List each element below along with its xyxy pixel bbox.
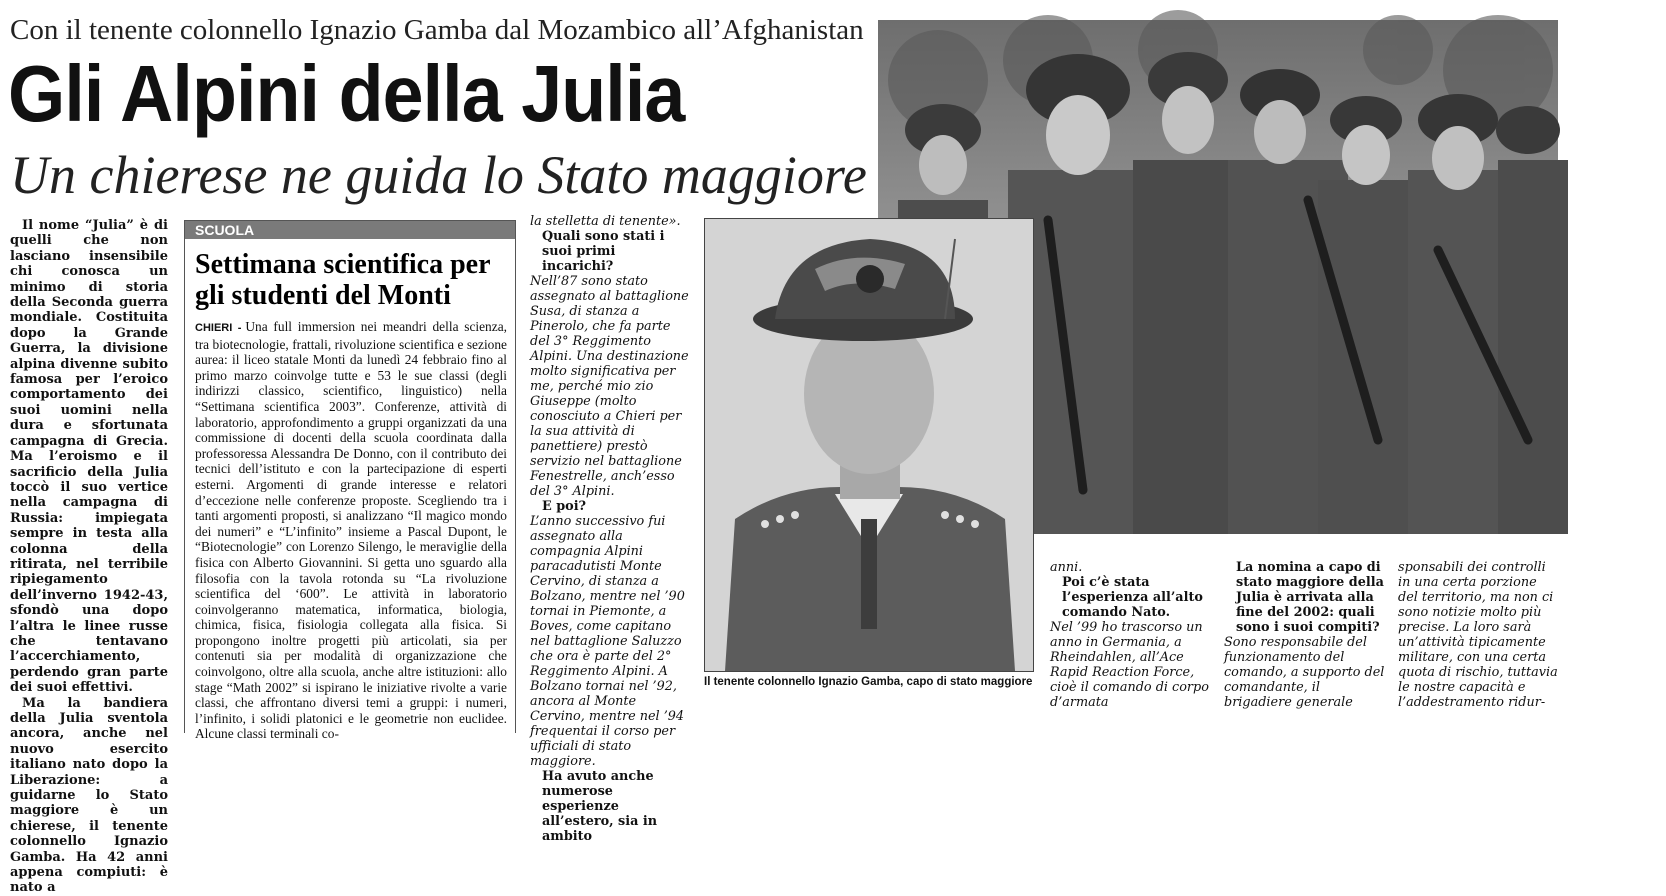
paragraph: Il nome “Julia” è di quelli che non lasciano insensibile chi conosca un minimo di storia della Seconda guerra mondiale. Costituita dopo la Grande Guerra, la divisione alpina divenne subito famosa per l’eroico comportamento dei suoi uomini nella dura e sfortunata campagna di Grecia. Ma l’eroismo e il sacrificio della Julia toccò il suo vertice nella campagna di Russia: impiegata sempre in testa alla colonna della ritirata, nel terribile ripiegamento dell’inverno 1942-43, sfondò una dopo l’altra le linee russe che tentavano l’accerchiamento, perdendo gran parte dei suoi effettivi. xyxy=(10,218,168,696)
answer: Nell’87 sono stato assegnato al battaglione Susa, di stanza a Pinerolo, che fa parte del 3° Reggimento Alpini. Una destinazione molto significativa per me, perché mio zio Giuseppe (molto conosciuto a Chieri per la sua attività di panettiere) prestò servizio nel battaglione Fenestrelle, anch’esso del 3° Alpini. xyxy=(530,274,689,499)
question: E poi? xyxy=(542,499,587,514)
answer: Nel ’99 ho trascorso un anno in Germania, a Rheindahlen, all’Ace Rapid Reaction Force, cioè il comando di corpo d’armata xyxy=(1050,620,1209,710)
article-column-1 xyxy=(10,218,168,896)
interview-column-6 xyxy=(1398,560,1558,732)
answer: anni. xyxy=(1050,560,1083,575)
portrait-graphic xyxy=(705,219,1033,671)
headline: Gli Alpini della Julia xyxy=(8,49,685,138)
interview-column-3 xyxy=(530,214,690,844)
kicker: Con il tenente colonnello Ignazio Gamba dal Mozambico all’Afghanistan xyxy=(10,14,864,46)
answer: Sono responsabile del funzionamento del comando, a supporto del comandante, il brigadiere generale xyxy=(1224,635,1385,710)
sidebar-title: Settimana scientifica per gli studenti del Monti xyxy=(195,249,490,311)
answer: sponsabili dei controlli in una certa porzione del territorio, ma non ci sono notizie molto più precise. La loro sarà un’attività tipicamente militare, con una certa quota di rischio, tuttavia le nostre capacità e l’addestramento ridur- xyxy=(1398,560,1558,710)
interview-column-4 xyxy=(1050,560,1215,732)
interview-column-5 xyxy=(1224,560,1389,732)
question: Poi c’è stata l’esperienza all’alto comando Nato. xyxy=(1062,575,1203,620)
sidebar-box xyxy=(184,220,516,742)
question: La nomina a capo di stato maggiore della Julia è arrivata alla fine del 2002: quali sono i suoi compiti? xyxy=(1236,560,1384,635)
question: Quali sono stati i suoi primi incarichi? xyxy=(542,229,665,274)
section-tag: SCUOLA xyxy=(185,221,515,239)
question: Ha avuto anche numerose esperienze all’estero, sia in ambito xyxy=(542,769,658,844)
paragraph: Ma la bandiera della Julia sventola ancora, anche nel nuovo esercito italiano nato dopo la Liberazione: a guidarne lo Stato maggiore è un chierese, il tenente colonnello Ignazio Gamba. Ha 42 anni appena compiuti: è nato a xyxy=(10,695,168,896)
subheadline: Un chierese ne guida lo Stato maggiore xyxy=(10,145,867,205)
sidebar-text: Una full immersion nei meandri della scienza, tra biotecnologie, frattali, rivoluzione scientifica e sezione aurea: il liceo statale Monti da lunedì 24 febbraio fino al primo marzo coinvolge tutte e 53 le sue classi (degli indirizzi classico, scientifico, linguistico) nella “Settimana scientifica 2003”. Conferenze, attività di laboratorio, approfondimento a gruppi organizzati da una commissione di docenti della scuola coordinata dalla professoressa Alessandra De Donno, con il contributo dei tecnici dell’istituto e con la partecipazione di esperti esterni. Argomenti di grande interesse e relatori d’eccezione nelle conferenze proposte. Scegliendo tra i tanti argomenti proposti, si analizzano “Il magico mondo dei numeri” e “L’infinito” insieme a Pascal Dupont, le “Biotecnologie” con Lorenzo Silengo, le meraviglie della fisica con Alberto Giovannini. Si getta uno sguardo alla filosofia con la tavola rotonda su “La rivoluzione scientifica del ‘600”. Le attività in laboratorio coinvolgeranno matematica, informatica, biologia, chimica, fisica, fisiologia collegata alla fisica. Si propongono inoltre progetti più articolati, sia per contenuti sia per modalità di organizzazione che coinvolgono, oltre alla scuola, anche altre istituzioni: allo stage “Math 2002” si ispirano le iniziative rivolte a varie classi, che affrontano diversi temi a gruppi: i numeri, l’infinito, i solidi platonici e le geometrie non euclidee. Alcune classi terminali co- xyxy=(195,319,507,742)
answer: la stelletta di tenente». xyxy=(530,214,681,229)
answer: L’anno successivo fui assegnato alla compagnia Alpini paracadutisti Monte Cervino, di stanza a Bolzano, mentre nel ’90 tornai in Piemonte, a Boves, come capitano nel battaglione Saluzzo che ora è parte del 2° Reggimento Alpini. A Bolzano tornai nel ’92, ancora al Monte Cervino, mentre nel ’94 frequentai il corso per ufficiali di stato maggiore. xyxy=(530,514,685,769)
portrait-photo xyxy=(704,218,1034,672)
dateline: CHIERI - xyxy=(195,322,242,334)
sidebar-body xyxy=(185,319,515,742)
photo-caption: Il tenente colonnello Ignazio Gamba, capo di stato maggiore xyxy=(704,676,1033,688)
